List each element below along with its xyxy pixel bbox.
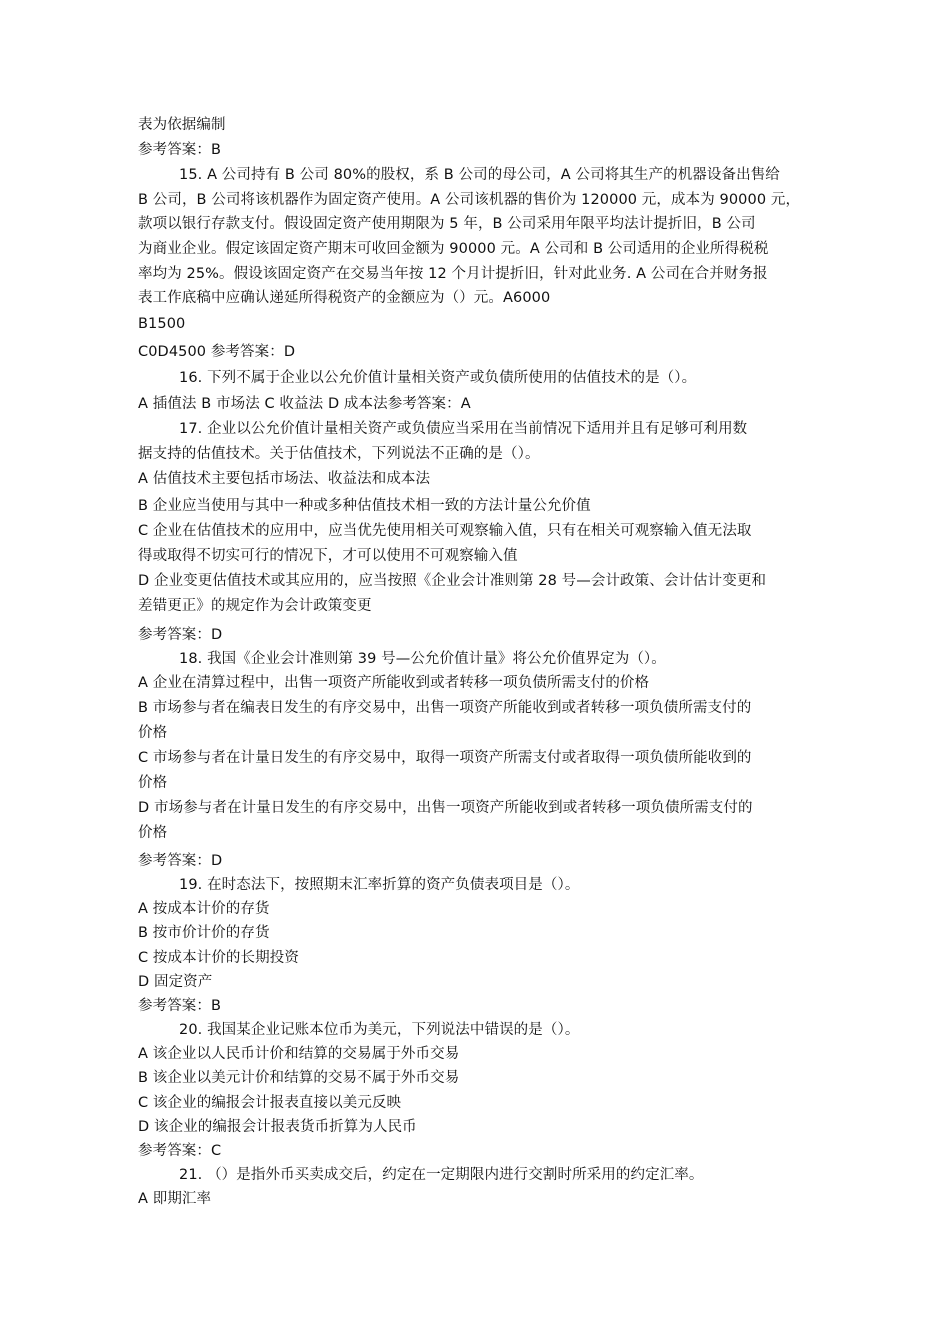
answer-line: 参考答案：B [138, 142, 222, 158]
option-line: C 该企业的编报会计报表直接以美元反映 [138, 1095, 402, 1111]
answer-line: 参考答案：D [138, 853, 223, 869]
text-line: 据支持的估值技术。关于估值技术，下列说法不正确的是（）。 [138, 446, 540, 462]
option-line: A 插值法 B 市场法 C 收益法 D 成本法参考答案：A [138, 396, 471, 412]
question-17: 17. 企业以公允价值计量相关资产或负债应当采用在当前情况下适用并且有足够可利用数 [179, 421, 748, 437]
option-line: A 即期汇率 [138, 1191, 212, 1207]
text-line: B 公司，B 公司将该机器作为固定资产使用。A 公司该机器的售价为 120000 元，成本为 90000 元， [138, 192, 801, 208]
text-line: 价格 [138, 775, 168, 791]
option-line: A 企业在清算过程中，出售一项资产所能收到或者转移一项负债所需支付的价格 [138, 675, 650, 691]
question-19: 19. 在时态法下，按照期末汇率折算的资产负债表项目是（）。 [179, 877, 580, 893]
text-line: 表工作底稿中应确认递延所得税资产的金额应为（）元。A6000 [138, 290, 551, 306]
option-line: D 该企业的编报会计报表货币折算为人民币 [138, 1119, 417, 1135]
question-16: 16. 下列不属于企业以公允价值计量相关资产或负债所使用的估值技术的是（）。 [179, 370, 697, 386]
answer-line: C0D4500 参考答案：D [138, 344, 296, 360]
text-line: 差错更正》的规定作为会计政策变更 [138, 598, 372, 614]
option-line: B1500 [138, 316, 186, 332]
answer-line: 参考答案：C [138, 1143, 222, 1159]
option-line: D 企业变更估值技术或其应用的，应当按照《企业会计准则第 28 号—会计政策、会计估计变更和 [138, 573, 767, 589]
option-line: B 按市价计价的存货 [138, 925, 270, 941]
text-line: 表为依据编制 [138, 117, 226, 133]
option-line: C 市场参与者在计量日发生的有序交易中，取得一项资产所需支付或者取得一项负债所能收到的 [138, 750, 752, 766]
question-20: 20. 我国某企业记账本位币为美元，下列说法中错误的是（）。 [179, 1022, 580, 1038]
option-line: A 按成本计价的存货 [138, 901, 270, 917]
option-line: B 企业应当使用与其中一种或多种估值技术相一致的方法计量公允价值 [138, 498, 591, 514]
text-line: 款项以银行存款支付。假设固定资产使用期限为 5 年，B 公司采用年限平均法计提折旧，B 公司 [138, 216, 756, 232]
question-21: 21. （）是指外币买卖成交后，约定在一定期限内进行交割时所采用的约定汇率。 [179, 1167, 704, 1183]
text-line: 价格 [138, 825, 168, 841]
option-line: A 估值技术主要包括市场法、收益法和成本法 [138, 471, 431, 487]
text-line: 为商业企业。假定该固定资产期末可收回金额为 90000 元。A 公司和 B 公司适用的企业所得税税 [138, 241, 769, 257]
option-line: D 市场参与者在计量日发生的有序交易中，出售一项资产所能收到或者转移一项负债所需支付的 [138, 800, 753, 816]
option-line: B 该企业以美元计价和结算的交易不属于外币交易 [138, 1070, 460, 1086]
answer-line: 参考答案：D [138, 627, 223, 643]
option-line: B 市场参与者在编表日发生的有序交易中，出售一项资产所能收到或者转移一项负债所需支付的 [138, 700, 752, 716]
option-line: C 企业在估值技术的应用中，应当优先使用相关可观察输入值，只有在相关可观察输入值无法取 [138, 523, 752, 539]
text-line: 得或取得不切实可行的情况下，才可以使用不可观察输入值 [138, 548, 518, 564]
question-15: 15. A 公司持有 B 公司 80%的股权，系 B 公司的母公司，A 公司将其生产的机器设备出售给 [179, 167, 780, 183]
question-18: 18. 我国《企业会计准则第 39 号—公允价值计量》将公允价值界定为（）。 [179, 651, 666, 667]
option-line: A 该企业以人民币计价和结算的交易属于外币交易 [138, 1046, 460, 1062]
option-line: D 固定资产 [138, 974, 213, 990]
option-line: C 按成本计价的长期投资 [138, 950, 299, 966]
text-line: 价格 [138, 725, 168, 741]
text-line: 率均为 25%。假设该固定资产在交易当年按 12 个月计提折旧，针对此业务. A 公司在合并财务报 [138, 266, 768, 282]
answer-line: 参考答案：B [138, 998, 222, 1014]
